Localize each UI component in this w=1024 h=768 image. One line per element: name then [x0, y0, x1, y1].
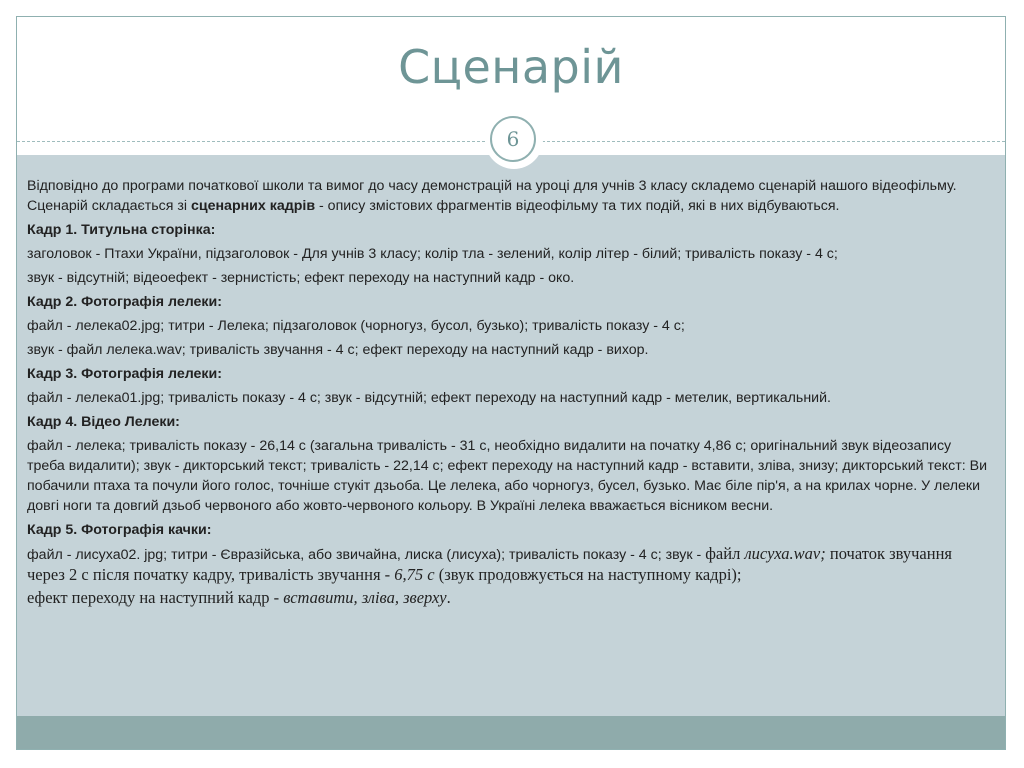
frame-1-line-1: заголовок - Птахи України, підзаголовок - Для учнів 3 класу; колір тла - зелений, колір літер - білий; тривалість показу - 4 с;	[27, 246, 838, 262]
frame-4-heading-text: Кадр 4. Відео Лелеки:	[27, 414, 180, 430]
frame-5-audio-file: лисуха.wav;	[744, 544, 826, 563]
frame-5-audio-desc: початок звучання через 2 с після початку кадру, тривалість звучання -	[27, 544, 952, 584]
frame-5-line-2	[27, 588, 991, 608]
frame-5-transition-value: вставити, зліва, зверху	[283, 588, 447, 607]
frame-2-line-1: файл - лелека02.jpg; титри - Лелека; підзаголовок (чорногуз, бусол, бузько); тривалість показу - 4 с;	[27, 318, 685, 334]
frame-5-line-a: файл - лисуха02. jpg; титри - Євразійська, або звичайна, лиска (лисуха); тривалість показу - 4 с; звук -	[27, 547, 706, 563]
frame-5-audio-duration: 6,75 с	[394, 565, 435, 584]
frame-5-heading	[27, 520, 991, 540]
frame-5-file-label: файл	[705, 544, 745, 563]
intro-paragraph	[27, 176, 991, 216]
frame-1-heading	[27, 220, 991, 240]
frame-1-heading-text: Кадр 1. Титульна сторінка:	[27, 222, 216, 238]
frame-1-line-2: звук - відсутній; відеоефект - зернистість; ефект переходу на наступний кадр - око.	[27, 270, 575, 286]
frame-3-heading	[27, 364, 991, 384]
page-number-badge: 6	[490, 116, 536, 162]
intro-text-a: Відповідно до програми початкової школи та вимог до часу демонстрацій на уроці для учнів 3 класу складемо сценарій нашого відеофільму. Сценарій складається зі	[27, 178, 957, 214]
slide-body	[27, 176, 991, 612]
frame-3-line-1: файл - лелека01.jpg; тривалість показу - 4 с; звук - відсутній; ефект переходу на наступний кадр - метелик, вертикальний.	[27, 390, 831, 406]
frame-5-period: .	[446, 588, 451, 607]
frame-5-line-1	[27, 544, 991, 586]
frame-5-audio-note: (звук продовжується на наступному кадрі);	[434, 565, 742, 584]
frame-4-heading	[27, 412, 991, 432]
frame-2-heading	[27, 292, 991, 312]
slide-title: Сценарій	[398, 40, 624, 94]
frame-2-heading-text: Кадр 2. Фотографія лелеки:	[27, 294, 222, 310]
frame-2-line-2: звук - файл лелека.wav; тривалість звучання - 4 с; ефект переходу на наступний кадр - вихор.	[27, 342, 649, 358]
intro-bold-term: сценарних кадрів	[190, 198, 316, 214]
footer-band	[17, 716, 1005, 749]
frame-4-line-1: файл - лелека; тривалість показу - 26,14 с (загальна тривалість - 31 с, необхідно видалити на початку 4,86 с; оригінальний звук відеозапису треба видалити); звук - дикторський текст; тривалість - 22,14 с; ефект переходу на наступний кадр - вставити, зліва, знизу; дикторський текст: Ви побачили птаха та почули його голос, точніше стукіт дзьоба. Це лелека, або чорногуз, бусел, бузько. Має біле пір'я, а на крилах чорне. У лелеки довгі ноги та довгий дзьоб червоного або жовто-червоного кольору. В Україні лелека вважається вісником весни.	[27, 438, 988, 514]
frame-5-heading-text: Кадр 5. Фотографія качки:	[27, 522, 212, 538]
frame-3-heading-text: Кадр 3. Фотографія лелеки:	[27, 366, 222, 382]
intro-text-b: - опису змістових фрагментів відеофільму та тих подій, які в них відбуваються.	[315, 198, 840, 214]
frame-5-transition-label: ефект переходу на наступний кадр -	[27, 588, 284, 607]
